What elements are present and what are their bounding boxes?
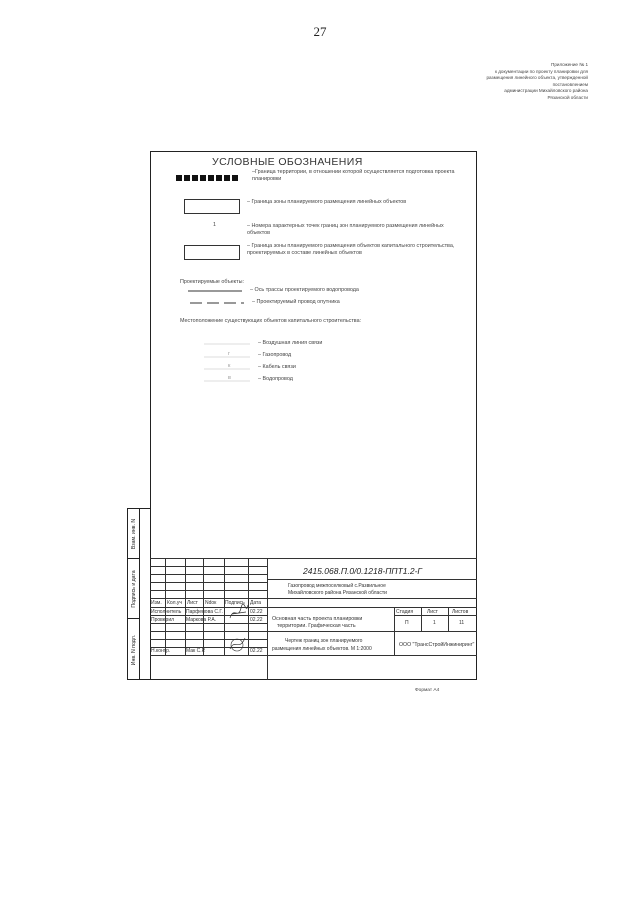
stage-label: Стадия: [396, 609, 414, 615]
title-block: [150, 558, 477, 680]
drawing-title-line-2: размещения линейных объектов. М 1:2000: [272, 646, 372, 652]
strip-cell-signature: [128, 559, 140, 619]
stamp-col-line: [394, 607, 395, 655]
stamp-row-line: [150, 574, 267, 575]
stamp-row-line: [150, 590, 267, 591]
appendix-line: постановлением: [552, 81, 588, 87]
document-code: 2415.068.П.0/0.1218-ППТ1.2-Г: [303, 566, 423, 576]
legend-projected-wire: – Проектируемый провод опутника: [252, 299, 340, 305]
legend-existing-gas: – Газопровод: [258, 352, 292, 358]
capital-zone-symbol: [184, 245, 240, 260]
signature-executor: [228, 602, 250, 624]
object-line-1: Газопровод межпоселковый с.Развильное: [288, 583, 386, 589]
strip-label-signature: Подпись и дата: [131, 569, 137, 608]
appendix-line: Приложение № 1: [551, 62, 588, 67]
stamp-col-line: [165, 558, 166, 655]
name-executor: Парфенова С.Г.: [186, 609, 223, 615]
stamp-row-line: [150, 607, 477, 608]
role-normcontrol: Н.контр.: [151, 648, 171, 654]
strip-label-replacement: Взам. инв. N: [131, 518, 137, 549]
role-checker: Проверил: [151, 617, 175, 623]
drawing-title-line-1: Чертеж границ зон планируемого: [285, 638, 363, 644]
appendix-line: администрации Михайловского района: [504, 88, 588, 94]
stamp-col-line: [267, 558, 268, 680]
name-normcontrol: Мак С.Р.: [186, 648, 206, 654]
projected-heading: Проектируемые объекты:: [180, 279, 244, 285]
name-checker: Маркова Р.А.: [186, 617, 217, 623]
stamp-row-line: [150, 639, 267, 640]
zone-boundary-symbol: [184, 199, 240, 214]
territory-boundary-symbol: [176, 174, 242, 182]
strip-label-inventory: Инв. N подл.: [131, 634, 137, 665]
existing-heading: Местоположение существующих объектов капитального строительства:: [180, 318, 362, 324]
appendix-header: [368, 62, 588, 102]
gas-symbol: г: [228, 351, 230, 357]
stamp-col-line: [203, 558, 204, 655]
date-executor: 02.22: [250, 609, 263, 615]
stamp-row-line: [150, 631, 477, 632]
header-count: Кол.уч: [167, 600, 182, 606]
legend-existing-cable: – Кабель связи: [258, 364, 296, 370]
strip-cell-inventory: [128, 619, 140, 680]
stamp-row-line: [394, 615, 477, 616]
appendix-line: к документации по проекту планировки для: [494, 68, 588, 74]
section-title-line-1: Основная часть проекта планировки: [272, 616, 363, 622]
stage-value: П: [405, 620, 409, 626]
strip-cell-replacement: [128, 509, 140, 559]
page-number: 27: [313, 24, 327, 39]
sheet-label: Лист: [427, 609, 438, 615]
stamp-row-line: [150, 566, 267, 567]
stamp-top-border: [150, 558, 477, 559]
stamp-col-line: [224, 558, 225, 655]
legend-territory-boundary: –Граница территории, в отношении которой осуществляется подготовка проекта планировки: [252, 169, 455, 182]
legend-existing-water: – Водопровод: [258, 376, 293, 382]
header-change: Изм.: [151, 600, 162, 606]
stamp-col-line: [185, 558, 186, 655]
legend-projected-water: – Ось трассы проектируемого водопровода: [250, 287, 359, 293]
object-line-2: Михайловского района Рязанской области: [288, 590, 387, 596]
sheet-value: 1: [433, 620, 436, 626]
legend-title: УСЛОВНЫЕ ОБОЗНАЧЕНИЯ: [212, 156, 363, 168]
stamp-row-line: [267, 655, 477, 656]
stamp-row-line: [150, 598, 477, 599]
role-executor: Исполнитель: [151, 609, 182, 615]
header-date: Дата: [250, 600, 262, 606]
signature-normcontrol: [227, 634, 249, 656]
date-checker: 02.22: [250, 617, 263, 623]
format-label: Формат А4: [415, 688, 440, 693]
header-sheet: Лист: [187, 600, 198, 606]
appendix-line: Рязанской области: [547, 94, 588, 100]
legend-capital-zone: – Граница зоны планируемого размещения объектов капитального строительства, проектируемых в составе линейных объектов: [247, 243, 455, 256]
legend-point-number: – Номера характерных точек границ зон планируемого размещения линейных объектов: [247, 223, 444, 236]
legend-zone-boundary: – Граница зоны планируемого размещения линейных объектов: [247, 199, 407, 205]
header-docnum: Ndoк: [205, 600, 217, 606]
legend-existing-air-line: – Воздушная линия связи: [258, 340, 323, 346]
sheets-value: 11: [459, 620, 465, 626]
stamp-row-line: [150, 655, 267, 656]
stamp-row-line: [267, 579, 477, 580]
water-pipeline-axis-symbol: [188, 289, 244, 293]
stamp-row-line: [150, 582, 267, 583]
cable-symbol: к: [228, 363, 231, 369]
organization: ООО "ТрансСтройИнжиниринг": [399, 642, 475, 648]
stamp-col-line: [421, 607, 422, 631]
sheets-label: Листов: [452, 609, 469, 615]
section-title-line-2: территории. Графическая часть: [277, 623, 356, 629]
side-strip: [127, 508, 151, 680]
water-symbol: в: [228, 375, 231, 381]
appendix-line: размещения линейного объекта, утвержденной: [486, 75, 588, 81]
date-normcontrol: 02.22: [250, 648, 263, 654]
stamp-col-line: [448, 607, 449, 631]
satellite-wire-symbol: [190, 301, 246, 305]
point-number-symbol: 1: [213, 222, 216, 228]
header-signature: Подпись: [225, 600, 245, 606]
